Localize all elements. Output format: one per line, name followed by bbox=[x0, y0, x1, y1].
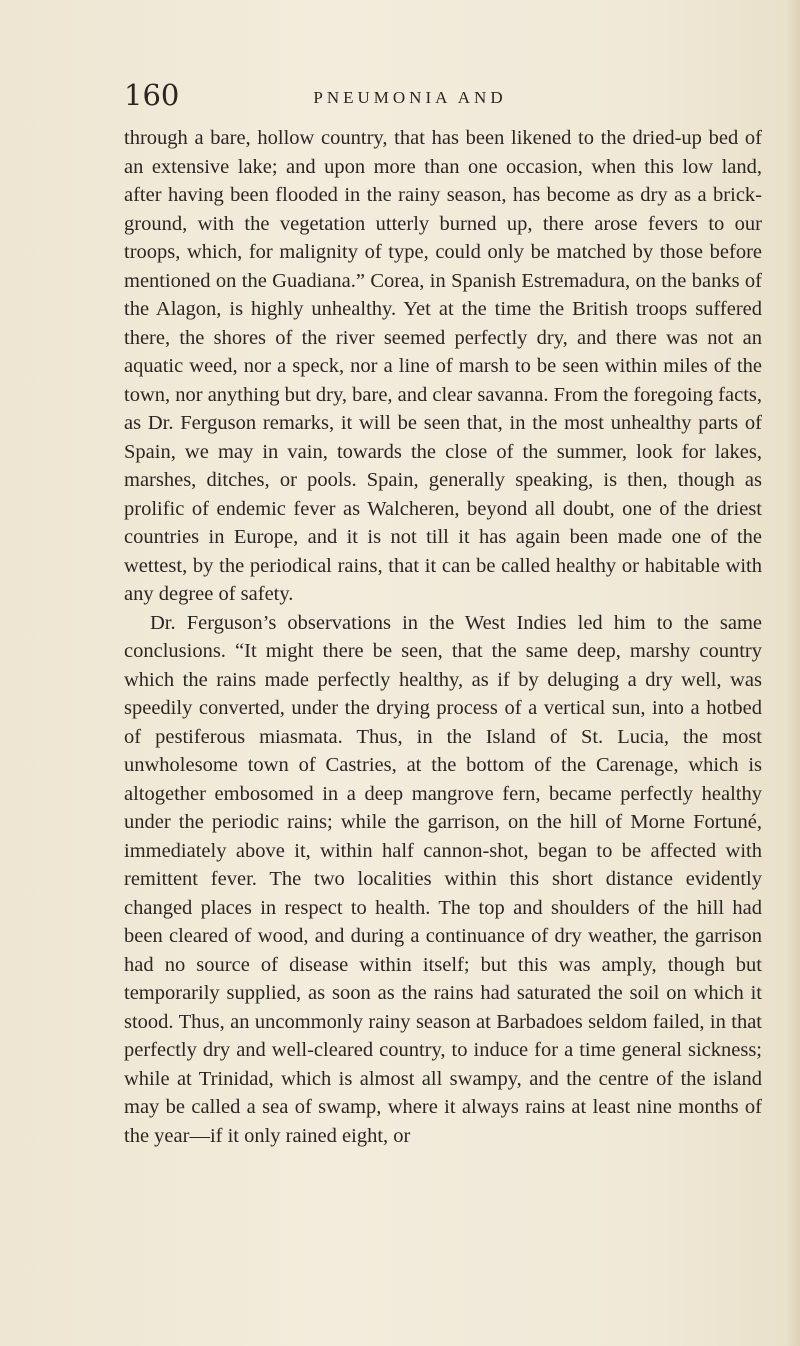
page-number: 160 bbox=[124, 78, 180, 112]
body-text bbox=[124, 124, 762, 1150]
paragraph: through a bare, hollow country, that has been likened to the dried-up bed of an extensive lake; and upon more than one occasion, when this low land, after having been flooded in the rainy season, has become as dry as a brick-ground, with the vegetation utterly burned up, there arose fevers to our troops, which, for malignity of type, could only be matched by those before mentioned on the Guadiana.” Corea, in Spanish Estremadura, on the banks of the Alagon, is highly unhealthy. Yet at the time the British troops suffered there, the shores of the river seemed perfectly dry, and there was not an aquatic weed, nor a speck, nor a line of marsh to be seen within miles of the town, nor anything but dry, bare, and clear savanna. From the foregoing facts, as Dr. Ferguson remarks, it will be seen that, in the most unhealthy parts of Spain, we may in vain, towards the close of the summer, look for lakes, marshes, ditches, or pools. Spain, generally speaking, is then, though as prolific of endemic fever as Walcheren, beyond all doubt, one of the driest countries in Europe, and it is not till it has again been made one of the wettest, by the periodical rains, that it can be called healthy or habitable with any degree of safety. bbox=[124, 127, 762, 605]
paragraph: Dr. Ferguson’s observations in the West Indies led him to the same conclusions. “It might there be seen, that the same deep, marshy country which the rains made perfectly healthy, as if by deluging a dry well, was speedily converted, under the drying process of a vertical sun, into a hotbed of pestiferous miasmata. Thus, in the Island of St. Lucia, the most unwholesome town of Castries, at the bottom of the Carenage, which is altogether embosomed in a deep mangrove fern, became perfectly healthy under the periodic rains; while the garrison, on the hill of Morne Fortuné, immediately above it, within half cannon-shot, began to be affected with remittent fever. The two localities within this short distance evidently changed places in respect to health. The top and shoulders of the hill had been cleared of wood, and during a continuance of dry weather, the garrison had no source of disease within itself; but this was amply, though but temporarily supplied, as soon as the rains had saturated the soil on which it stood. Thus, an uncommonly rainy season at Barbadoes seldom failed, in that perfectly dry and well-cleared country, to induce for a time general sickness; while at Trinidad, which is almost all swampy, and the centre of the island may be called a sea of swamp, where it always rains at least nine months of the year—if it only rained eight, or bbox=[124, 611, 762, 1147]
running-head: PNEUMONIA AND bbox=[313, 88, 507, 107]
page-edge-shadow bbox=[786, 0, 800, 1346]
